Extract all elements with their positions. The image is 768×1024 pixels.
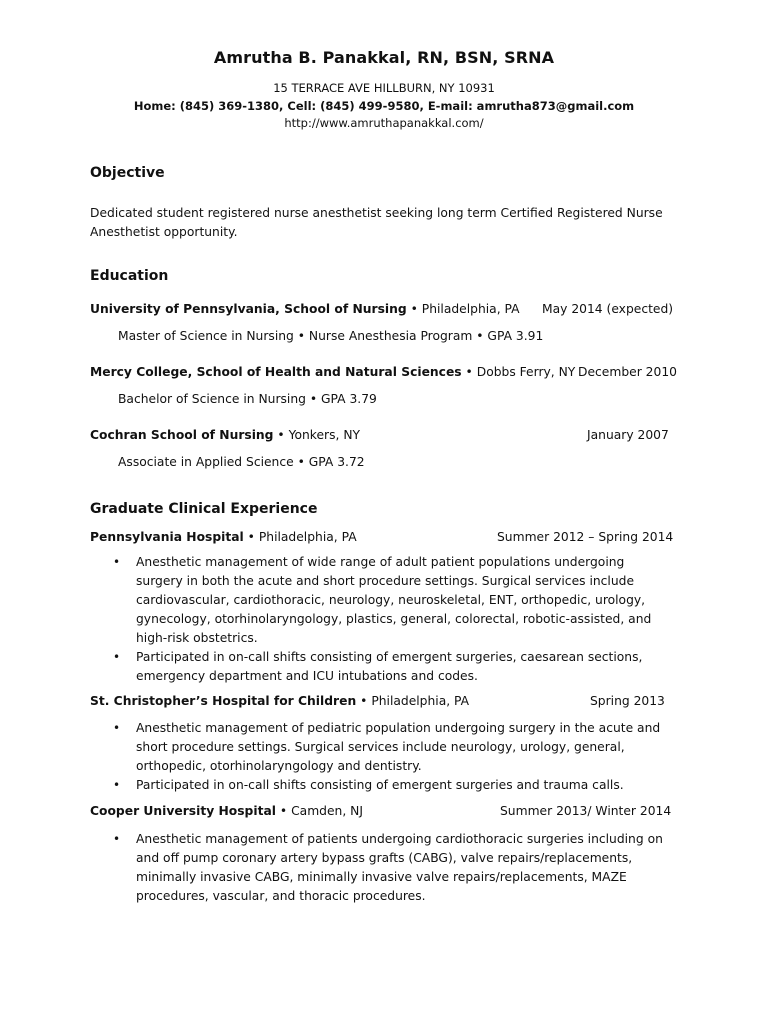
job-header	[90, 530, 357, 544]
job-date: Spring 2013	[590, 694, 665, 708]
bullet-separator: •	[247, 530, 255, 544]
school-name: Mercy College, School of Health and Natural Sciences	[90, 365, 462, 379]
education-detail: Associate in Applied Science • GPA 3.72	[118, 455, 365, 469]
school-name: University of Pennsylvania, School of Nursing	[90, 302, 407, 316]
bullet-text: Anesthetic management of patients undergoing cardiothoracic surgeries including on and off pump coronary artery bypass grafts (CABG), valve repairs/replacements, minimally invasive CABG, minimally invasive valve repairs/replacements, MAZE procedures, vascular, and thoracic procedures.	[136, 832, 663, 903]
address-line: 15 TERRACE AVE HILLBURN, NY 10931	[273, 81, 495, 95]
website-link[interactable]: http://www.amruthapanakkal.com/	[284, 116, 484, 130]
hospital-location: Camden, NJ	[291, 804, 363, 818]
objective-heading: Objective	[90, 165, 165, 181]
bullet-separator: •	[279, 804, 288, 818]
resume-name: Amrutha B. Panakkal, RN, BSN, SRNA	[213, 48, 555, 67]
list-item	[113, 553, 673, 648]
education-school-line	[90, 365, 575, 379]
bullet-icon: •	[113, 650, 121, 664]
list-item	[113, 830, 673, 906]
job-bullet-list	[113, 553, 673, 686]
hospital-location: Philadelphia, PA	[258, 530, 357, 544]
bullet-separator: •	[360, 694, 368, 708]
bullet-icon: •	[113, 778, 121, 792]
list-item	[113, 648, 673, 686]
bullet-icon: •	[113, 555, 121, 569]
job-date: Summer 2012 – Spring 2014	[497, 530, 674, 544]
bullet-text: Participated in on-call shifts consisting of emergent surgeries and trauma calls.	[136, 778, 624, 792]
job-bullet-list	[113, 719, 673, 795]
objective-text: Dedicated student registered nurse anesthetist seeking long term Certified Registered Nurse Anesthetist opportunity.	[90, 206, 663, 239]
bullet-icon: •	[113, 832, 121, 846]
bullet-text: Anesthetic management of wide range of adult patient populations undergoing surgery in both the acute and short procedure settings. Surgical services include cardiovascular, cardiothoracic, neurology, neuroskeletal, ENT, orthopedic, urology, gynecology, otorhinolaryngology, plastics, general, colorectal, robotic-assisted, and high-risk obstetrics.	[136, 555, 652, 645]
hospital-name: Pennsylvania Hospital	[90, 530, 244, 544]
bullet-icon: •	[113, 721, 121, 735]
school-location: Dobbs Ferry, NY	[476, 365, 576, 379]
contact-line: Home: (845) 369-1380, Cell: (845) 499-9580, E-mail: amrutha873@gmail.com	[133, 99, 635, 113]
job-header	[90, 694, 469, 708]
school-location: Yonkers, NY	[288, 428, 361, 442]
education-detail: Bachelor of Science in Nursing • GPA 3.79	[118, 392, 377, 406]
bullet-text: Anesthetic management of pediatric population undergoing surgery in the acute and short procedure settings. Surgical services include neurology, urology, general, orthopedic, otorhinolaryngology and dentistry.	[136, 721, 661, 773]
bullet-separator: •	[410, 302, 418, 316]
bullet-text: Participated in on-call shifts consisting of emergent surgeries, caesarean sections, emergency department and ICU intubations and codes.	[136, 650, 643, 683]
education-heading: Education	[90, 268, 169, 284]
hospital-location: Philadelphia, PA	[371, 694, 470, 708]
education-detail: Master of Science in Nursing • Nurse Anesthesia Program • GPA 3.91	[118, 329, 544, 343]
job-bullet-list	[113, 830, 673, 906]
bullet-separator: •	[465, 365, 473, 379]
school-name: Cochran School of Nursing	[90, 428, 274, 442]
school-location: Philadelphia, PA	[421, 302, 520, 316]
education-date: January 2007	[587, 428, 669, 442]
job-date: Summer 2013/ Winter 2014	[500, 804, 672, 818]
hospital-name: Cooper University Hospital	[90, 804, 276, 818]
list-item	[113, 719, 673, 776]
education-school-line	[90, 428, 360, 442]
hospital-name: St. Christopher’s Hospital for Children	[90, 694, 357, 708]
education-date: May 2014 (expected)	[542, 302, 674, 316]
list-item	[113, 776, 673, 795]
experience-heading: Graduate Clinical Experience	[90, 501, 318, 517]
education-school-line	[90, 302, 520, 316]
education-date: December 2010	[578, 365, 677, 379]
bullet-separator: •	[277, 428, 285, 442]
job-header	[90, 804, 363, 818]
